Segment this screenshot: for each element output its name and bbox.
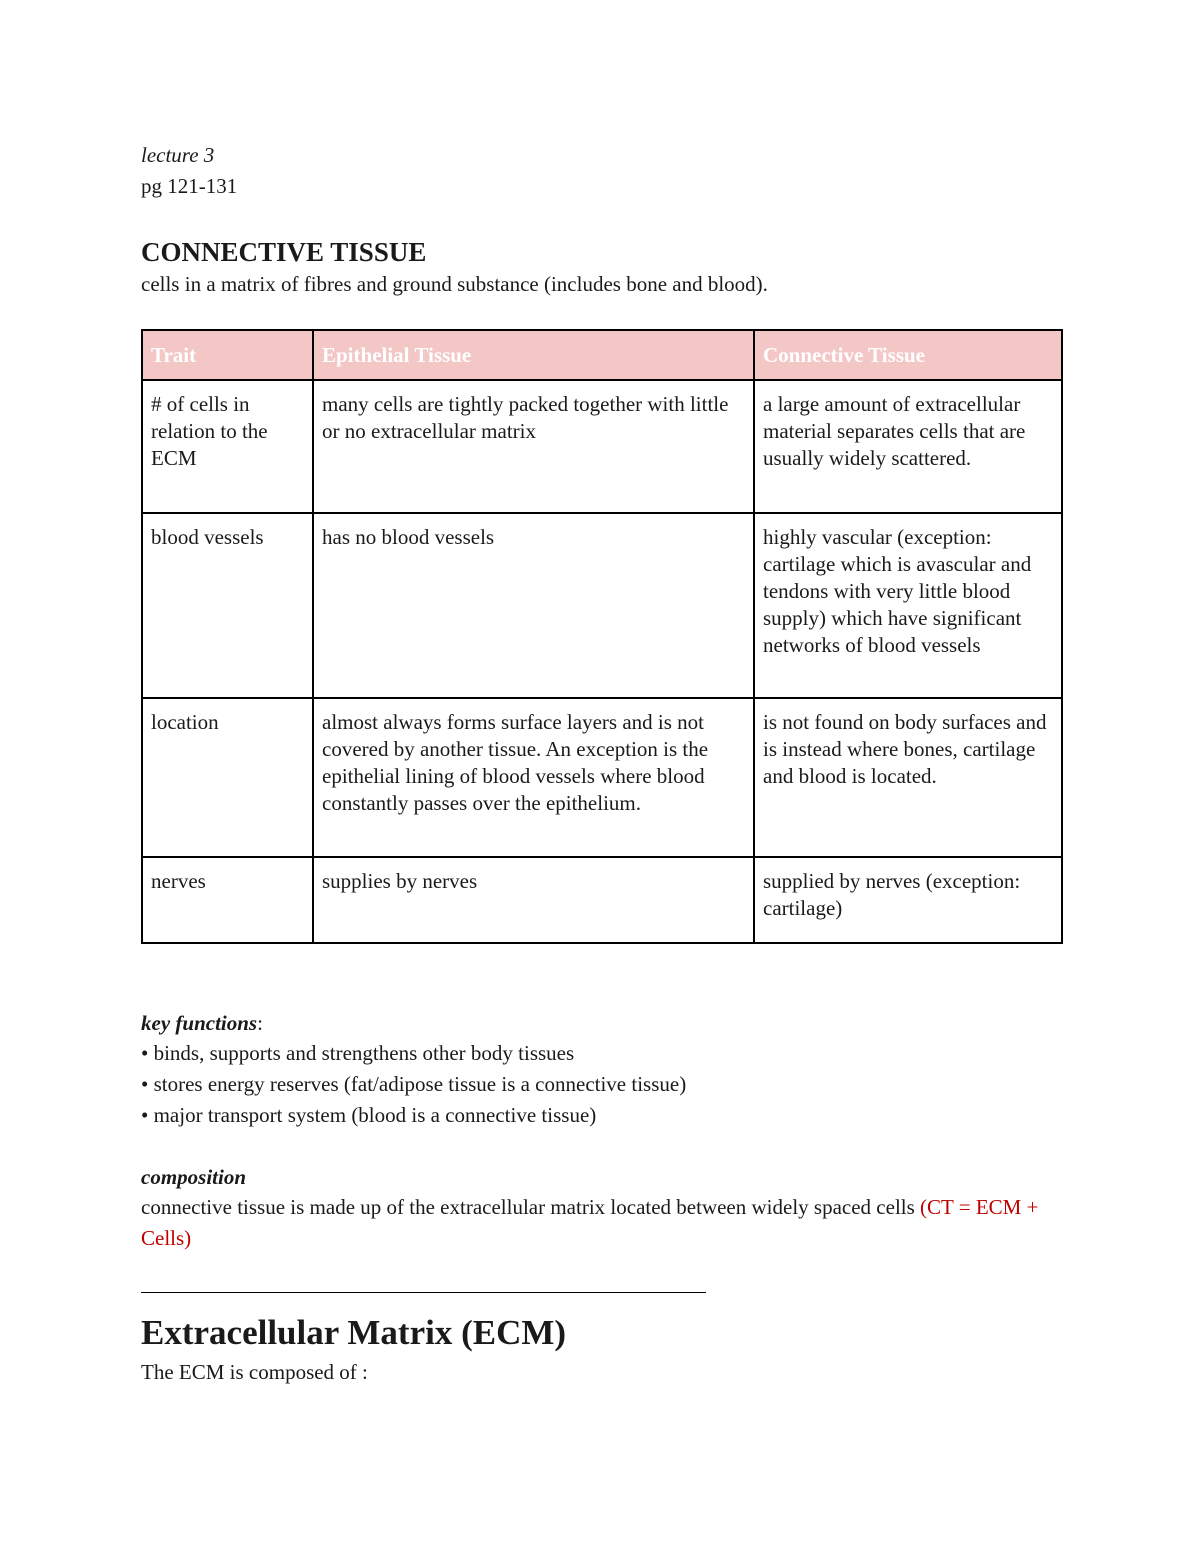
list-item: • stores energy reserves (fat/adipose tissue is a connective tissue) [141, 1072, 687, 1096]
ecm-title: Extracellular Matrix (ECM) [141, 1313, 567, 1352]
horizontal-divider [141, 1292, 706, 1293]
page-range: pg 121-131 [141, 174, 238, 198]
table-cell-connective: a large amount of extracellular material separates cells that are usually widely scattered. [754, 380, 1062, 513]
list-item: • binds, supports and strengthens other body tissues [141, 1041, 575, 1065]
composition-heading: composition [141, 1165, 247, 1189]
key-functions-title: key functions [141, 1011, 258, 1035]
table-row [142, 380, 1062, 513]
list-item: • major transport system (blood is a connective tissue) [141, 1103, 597, 1127]
comparison-table [141, 329, 1063, 944]
table-cell-epithelial: almost always forms surface layers and is not covered by another tissue. An exception is the epithelial lining of blood vessels where blood constantly passes over the epithelium. [313, 698, 754, 857]
ecm-intro: The ECM is composed of : [141, 1360, 368, 1384]
key-functions-colon: : [257, 1011, 263, 1035]
table-cell-trait: location [142, 698, 313, 857]
key-functions-heading [141, 1008, 1061, 1038]
table-cell-connective: is not found on body surfaces and is instead where bones, cartilage and blood is located. [754, 698, 1062, 857]
table-row [142, 698, 1062, 857]
composition-formula: (CT = ECM + Cells) [141, 1195, 1039, 1250]
table-cell-epithelial: many cells are tightly packed together with little or no extracellular matrix [313, 380, 754, 513]
table-cell-trait: nerves [142, 857, 313, 943]
section-title: CONNECTIVE TISSUE [141, 237, 427, 267]
table-row [142, 513, 1062, 698]
composition-body: connective tissue is made up of the extracellular matrix located between widely spaced cells [141, 1195, 921, 1219]
composition-text [141, 1192, 1061, 1254]
table-cell-trait: # of cells in relation to the ECM [142, 380, 313, 513]
table-cell-epithelial: has no blood vessels [313, 513, 754, 698]
section-intro: cells in a matrix of fibres and ground substance (includes bone and blood). [141, 272, 768, 296]
table-header-row [142, 330, 1062, 380]
document-page [141, 140, 1061, 1387]
table-cell-connective: supplied by nerves (exception: cartilage) [754, 857, 1062, 943]
table-cell-epithelial: supplies by nerves [313, 857, 754, 943]
header-epithelial: Epithelial Tissue [313, 330, 754, 380]
header-trait: Trait [142, 330, 313, 380]
lecture-label: lecture 3 [141, 143, 215, 167]
table-cell-trait: blood vessels [142, 513, 313, 698]
table-row [142, 857, 1062, 943]
header-connective: Connective Tissue [754, 330, 1062, 380]
table-cell-connective: highly vascular (exception: cartilage which is avascular and tendons with very little blood supply) which have significant networks of blood vessels [754, 513, 1062, 698]
